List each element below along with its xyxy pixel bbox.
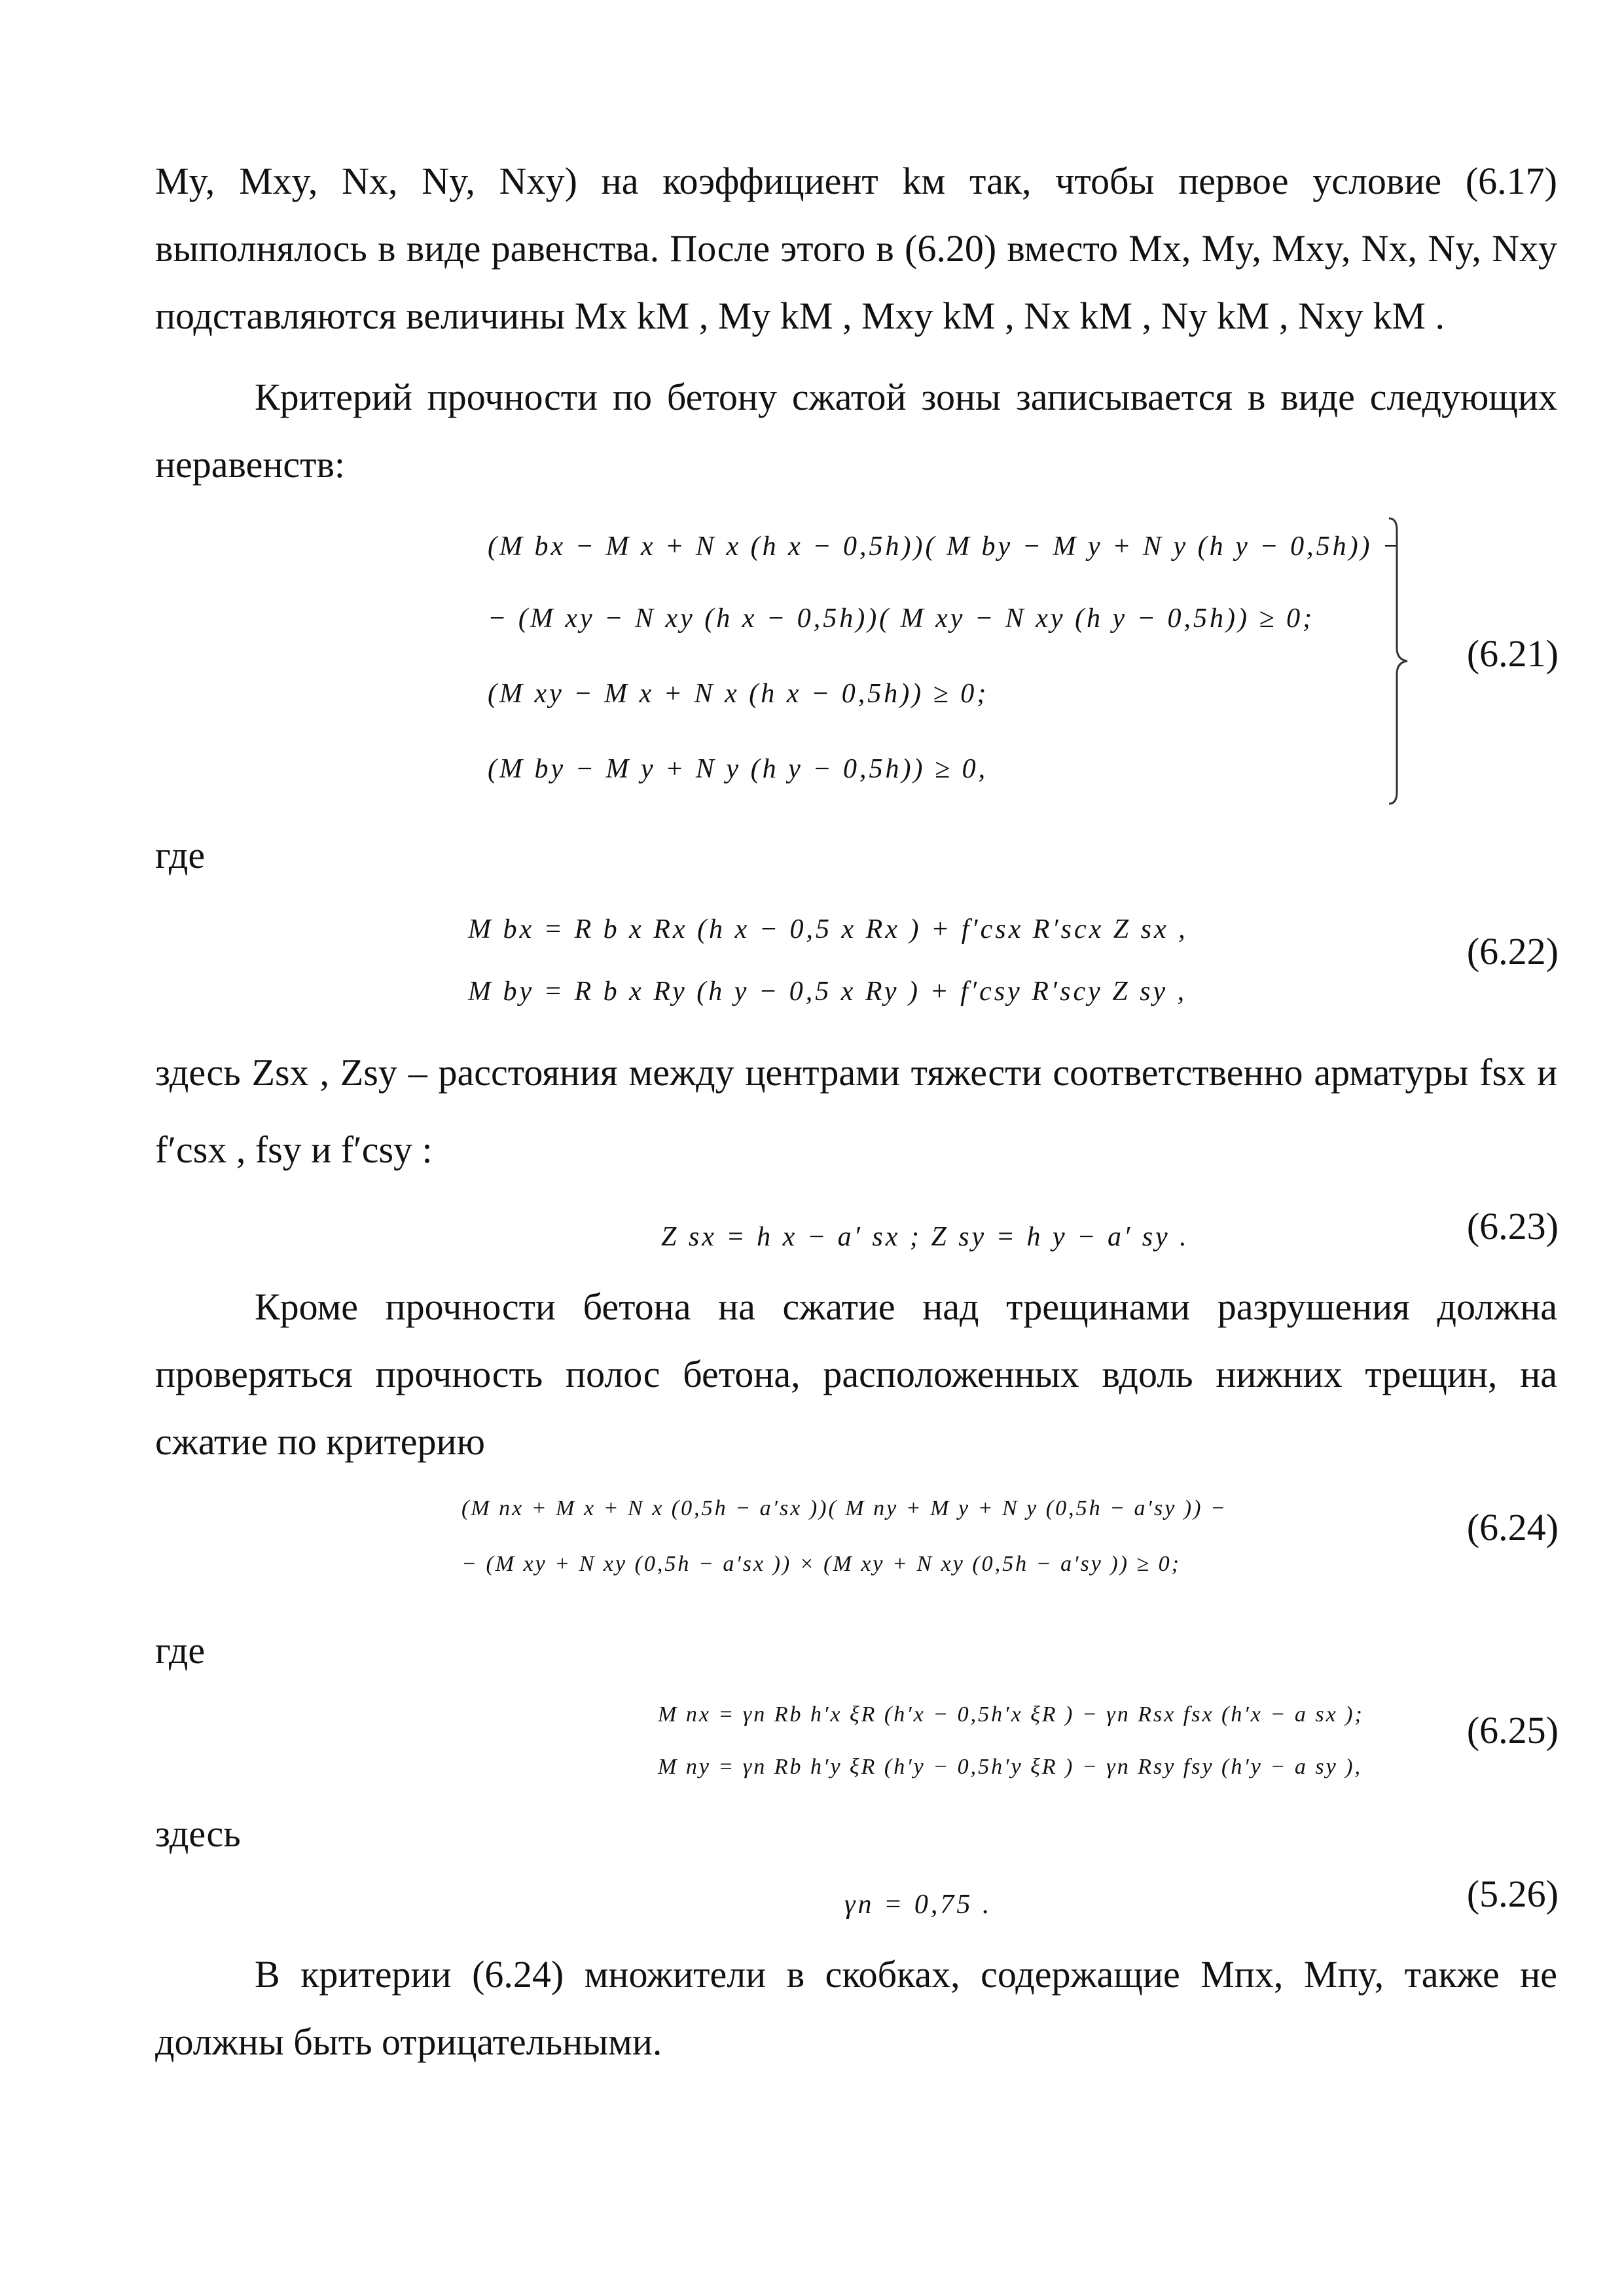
paragraph-4: Кроме прочности бетона на сжатие над трещинами разрушения должна проверяться прочность полос бетона, расположенных вдоль нижних трещин, на сжатие по критерию	[155, 1285, 1557, 1463]
paragraph-3: здесь Zsx , Zsy – расстояния между центрами тяжести соответственно арматуры fsx и f′csx , fsy и f′csy :	[155, 1051, 1557, 1171]
eq-number-6-23: (6.23)	[1466, 1205, 1559, 1247]
right-brace-icon	[1388, 517, 1414, 805]
here-label: здесь	[155, 1812, 241, 1855]
where-label-1: где	[155, 834, 206, 876]
paragraph-2: Критерий прочности по бетону сжатой зоны записывается в виде следующих неравенств:	[155, 376, 1557, 486]
eq-number-6-24: (6.24)	[1466, 1506, 1559, 1549]
eq-5-26: γп = 0,75 .	[844, 1890, 992, 1920]
eq-number-6-22: (6.22)	[1466, 930, 1559, 973]
eq-6-21-line-4: (M by − M y + N y (h y − 0,5h)) ≥ 0,	[488, 754, 988, 784]
eq-6-21-line-2: − (M xy − N xy (h x − 0,5h))( M xy − N xy (h y − 0,5h)) ≥ 0;	[488, 603, 1315, 634]
eq-6-24-line-1: (M пx + M x + N x (0,5h − a′sx ))( M пy + M y + N y (0,5h − a′sy )) −	[461, 1496, 1227, 1520]
paragraph-5: В критерии (6.24) множители в скобках, содержащие Mпx, Mпy, также не должны быть отрицательными.	[155, 1953, 1557, 2063]
eq-6-24-line-2: − (M xy + N xy (0,5h − a′sx )) × (M xy + N xy (0,5h − a′sy )) ≥ 0;	[461, 1552, 1181, 1576]
eq-6-25-line-2: M пy = γп Rb h′y ξR (h′y − 0,5h′y ξR ) − γп Rsy fsy (h′y − a sy ),	[658, 1755, 1362, 1779]
eq-6-22-line-1: M bx = R b x Rx (h x − 0,5 x Rx ) + f′csx R′scx Z sx ,	[468, 914, 1188, 944]
eq-6-23: Z sx = h x − a′ sx ; Z sy = h y − a′ sy .	[661, 1222, 1189, 1252]
where-label-2: где	[155, 1629, 206, 1672]
paragraph-1: My, Mxy, Nx, Ny, Nxy) на коэффициент kм так, чтобы первое условие (6.17) выполнялось в виде равенства. После этого в (6.20) вместо Mx, My, Mxy, Nx, Ny, Nxy подставляются величины Mx kM , My kM , Mxy kM , Nx kM , Ny kM , Nxy kM .	[155, 160, 1557, 337]
eq-6-25-line-1: M пx = γп Rb h′x ξR (h′x − 0,5h′x ξR ) − γп Rsx fsx (h′x − a sx );	[658, 1702, 1364, 1727]
eq-6-21-line-1: (M bx − M x + N x (h x − 0,5h))( M by − M y + N y (h y − 0,5h)) −	[488, 531, 1403, 562]
eq-number-6-25: (6.25)	[1466, 1709, 1559, 1751]
eq-number-5-26: (5.26)	[1466, 1873, 1559, 1915]
eq-number-6-21: (6.21)	[1466, 632, 1559, 675]
eq-6-21-line-3: (M xy − M x + N x (h x − 0,5h)) ≥ 0;	[488, 679, 989, 709]
eq-6-22-line-2: M by = R b x Ry (h y − 0,5 x Ry ) + f′csy R′scy Z sy ,	[468, 977, 1187, 1007]
